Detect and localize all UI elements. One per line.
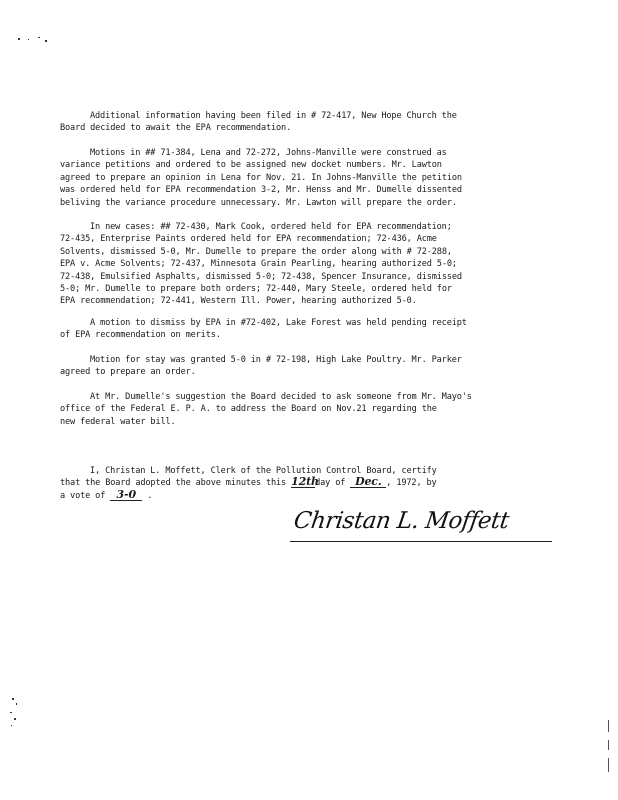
text-line: In new cases: ## 72-430, Mark Cook, ordered held for EPA recommendation; bbox=[90, 222, 452, 232]
certification-line bbox=[60, 487, 560, 502]
scan-speck bbox=[12, 698, 14, 700]
scan-speck bbox=[14, 718, 16, 720]
certification-text: that the Board adopted the above minutes this bbox=[60, 478, 287, 489]
minutes-paragraph-lake-forest bbox=[60, 317, 560, 342]
handwritten-month: Dec. bbox=[350, 477, 386, 488]
text-line: Board decided to await the EPA recommendation. bbox=[60, 123, 292, 134]
scan-speck bbox=[45, 40, 47, 42]
minutes-paragraph-epa-new-hope bbox=[60, 110, 560, 135]
scan-edge-mark bbox=[608, 758, 609, 772]
text-line: of EPA recommendation on merits. bbox=[60, 330, 221, 341]
text-line: 72-438, Emulsified Asphalts, dismissed 5-0; 72-438, Spencer Insurance, dismissed bbox=[60, 271, 462, 282]
text-line: office of the Federal E. P. A. to address the Board on Nov.21 regarding the bbox=[60, 404, 437, 415]
handwritten-vote: 3-0 bbox=[110, 490, 142, 501]
minutes-paragraph-new-cases bbox=[60, 221, 560, 308]
text-line: was ordered held for EPA recommendation 3-2, Mr. Henss and Mr. Dumelle dissented bbox=[60, 185, 462, 196]
signature-handwriting: Christan L. Moffett bbox=[292, 508, 511, 534]
text-line: EPA recommendation; 72-441, Western Ill. Power, hearing authorized 5-0. bbox=[60, 296, 417, 307]
certification-text: . bbox=[147, 490, 153, 501]
scan-speck bbox=[18, 38, 20, 40]
text-line: Additional information having been filed in # 72-417, New Hope Church the bbox=[90, 111, 457, 121]
scan-speck bbox=[38, 37, 40, 38]
text-line: A motion to dismiss by EPA in #72-402, Lake Forest was held pending receipt bbox=[90, 318, 467, 328]
text-line: EPA v. Acme Solvents; 72-437, Minnesota Grain Pearling, hearing authorized 5-0; bbox=[60, 259, 457, 270]
text-line: new federal water bill. bbox=[60, 416, 176, 427]
scan-speck bbox=[11, 725, 12, 726]
certification-text: day of bbox=[315, 478, 346, 489]
text-line: 5-0; Mr. Dumelle to prepare both orders; 72-440, Mary Steele, ordered held for bbox=[60, 284, 452, 295]
scan-edge-mark bbox=[608, 740, 609, 750]
text-line: Solvents, dismissed 5-0, Mr. Dumelle to prepare the order along with # 72-288, bbox=[60, 246, 452, 257]
minutes-paragraph-motions bbox=[60, 147, 560, 209]
certification-text: a vote of bbox=[60, 490, 106, 501]
text-line: Motions in ## 71-384, Lena and 72-272, Johns-Manville were construed as bbox=[90, 148, 447, 158]
handwritten-day: 12th bbox=[291, 475, 319, 489]
text-line: At Mr. Dumelle's suggestion the Board decided to ask someone from Mr. Mayo's bbox=[90, 392, 472, 402]
scan-speck bbox=[10, 712, 12, 713]
text-line: agreed to prepare an order. bbox=[60, 367, 196, 378]
certification-line: I, Christan L. Moffett, Clerk of the Pollution Control Board, certify bbox=[90, 466, 437, 476]
minutes-paragraph-federal-epa bbox=[60, 391, 560, 428]
text-line: agreed to prepare an opinion in Lena for Nov. 21. In Johns-Manville the petition bbox=[60, 172, 462, 183]
text-line: beliving the variance procedure unnecessary. Mr. Lawton will prepare the order. bbox=[60, 197, 457, 208]
scan-edge-mark bbox=[608, 720, 609, 732]
certification-text: , 1972, by bbox=[386, 478, 437, 489]
clerk-certification bbox=[60, 465, 560, 502]
minutes-paragraph-stay bbox=[60, 354, 560, 379]
scan-speck bbox=[28, 39, 29, 40]
text-line: Motion for stay was granted 5-0 in # 72-198, High Lake Poultry. Mr. Parker bbox=[90, 355, 462, 365]
text-line: variance petitions and ordered to be assigned new docket numbers. Mr. Lawton bbox=[60, 160, 442, 171]
signature-line bbox=[290, 541, 552, 542]
text-line: 72-435, Enterprise Paints ordered held for EPA recommendation; 72-436, Acme bbox=[60, 234, 437, 245]
clerk-signature bbox=[290, 508, 552, 542]
scan-speck bbox=[16, 703, 17, 705]
